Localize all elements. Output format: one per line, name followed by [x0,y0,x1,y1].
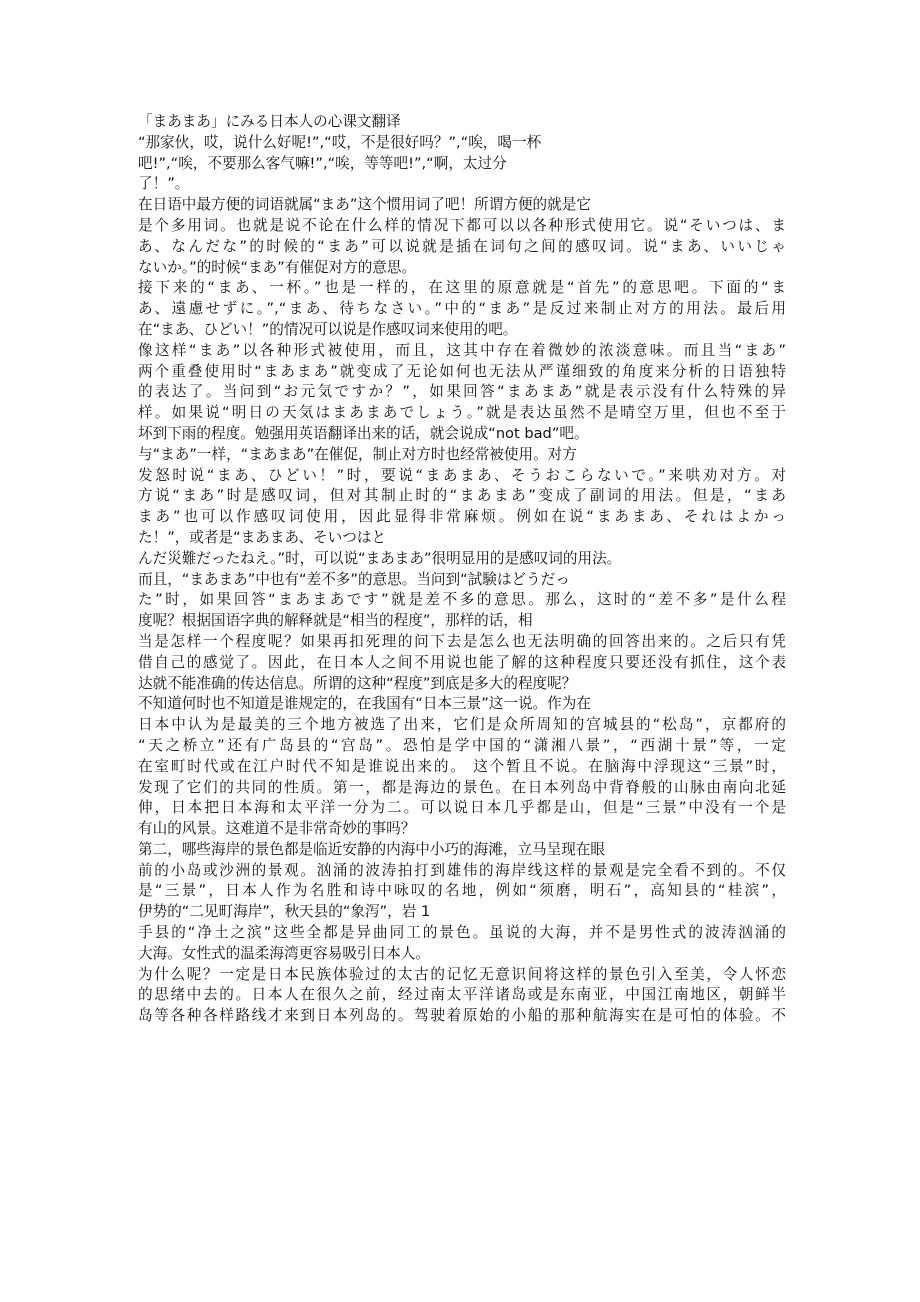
text-line: 像这样“まあ”以各种形式被使用，而且，这其中存在着微妙的浓淡意味。而且当“まあ” [138,341,786,359]
text-line: 是个多用词。也就是说不论在什么样的情况下都可以以各种形式使用它。说“そいつは、ま [138,216,786,234]
text-line: 样。如果说“明日の天気はまあまあでしょう。”就是表达虽然不是晴空万里，但也不至于 [138,404,786,422]
text-line: 不知道何时也不知道是谁规定的，在我国有“日本三景”这一说。作为在 [138,695,591,713]
text-line: 发现了它们的共同的性质。第一，都是海边的景色。在日本列岛中背脊般的山脉由南向北延 [138,778,786,796]
text-line: ないか。”的时候“まあ”有催促对方的意思。 [138,258,417,276]
text-line: “天之桥立”还有广岛县的“宫岛”。恐怕是学中国的“潇湘八景”，“西湖十景”等，一定 [138,736,786,754]
text-line: 达就不能准确的传达信息。所谓的这种“程度”到底是多大的程度呢？ [138,674,577,692]
text-line: 的思绪中去的。日本人在很久之前，经过南太平洋诸岛或是东南亚，中国江南地区，朝鲜半 [138,986,786,1004]
text-line: あ、なんだな”的时候的“まあ”可以说就是插在词句之间的感叹词。说“まあ、いいじゃ [138,237,786,255]
text-line: 与“まあ”一样，“まあまあ”在催促，制止对方时也经常被使用。对方 [138,445,577,463]
text-line: 方说“まあ”时是感叹词，但对其制止时的“まあまあ”变成了副词的用法。但是，“まあ [138,487,786,505]
text-line: た”时，如果回答“まあまあです”就是差不多的意思。那么，这时的“差不多”是什么程 [138,591,786,609]
text-line: 发怒时说“まあ、ひどい！”时，要说“まあまあ、そうおこらないで。”来哄劝对方。对 [138,466,786,484]
text-line: 伸，日本把日本海和太平洋一分为二。可以说日本几乎都是山，但是“三景”中没有一个是 [138,799,786,817]
text-line: 伊势的“二见町海岸”，秋天县的“象泻”，岩 1 [138,903,431,921]
text-line: 接下来的“まあ、一杯。”也是一样的，在这里的原意就是“首先”的意思吧。下面的“ま [138,279,786,297]
text-line: 的表达了。当问到“お元気ですか？”，如果回答“まあまあ”就是表示没有什么特殊的异 [138,383,786,401]
text-line: 而且，“まあまあ”中也有“差不多”的意思。当问到“試験はどうだっ [138,570,570,588]
text-line: 坏到下雨的程度。勉强用英语翻译出来的话，就会说成“not bad”吧。 [138,424,589,442]
text-line: 了！”。 [138,175,190,193]
text-line: 在日语中最方便的词语就属“まあ”这个惯用词了吧！所谓方便的就是它 [138,196,591,214]
document-body [138,112,786,1027]
text-line: んだ災難だったねえ。”时，可以说“まあまあ”很明显用的是感叹词的用法。 [138,549,622,567]
text-line: 日本中认为是最美的三个地方被选了出来，它们是众所周知的宫城县的“松岛”，京都府的 [138,716,786,734]
text-line: “那家伙，哎，说什么好呢!”,“哎，不是很好吗？”,“唉，喝一杯 [138,133,542,151]
text-line: 是“三景”，日本人作为名胜和诗中咏叹的名地，例如“须磨，明石”，高知县的“桂滨”， [138,882,786,900]
text-line: 两个重叠使用时“まあまあ”就变成了无论如何也无法从严谨细致的角度来分析的日语独特 [138,362,786,380]
text-line: 度呢？根据国语字典的解释就是“相当的程度”，那样的话，相 [138,612,533,630]
text-line: 在室町时代或在江户时代不知是谁说出来的。 这个暂且不说。在脑海中浮现这“三景”时， [138,757,786,775]
document-title: 「まあまあ」にみる日本人の心课文翻译 [138,113,401,130]
text-line: まあ”也可以作感叹词使用，因此显得非常麻烦。例如在说“まあまあ、それはよかっ [138,508,786,526]
text-line: 第二，哪些海岸的景色都是临近安静的内海中小巧的海滩，立马呈现在眼 [138,840,606,858]
text-line: 在“まあ、ひどい！”的情况可以说是作感叹词来使用的吧。 [138,320,518,338]
text-line: 为什么呢？一定是日本民族体验过的太古的记忆无意识间将这样的景色引入至美，令人怀恋 [138,965,786,983]
text-line: 手县的“净土之滨”这些全都是异曲同工的景色。虽说的大海，并不是男性式的波涛汹涌的 [138,924,786,942]
text-line: た！”，或者是“まあまあ、そいつはと [138,528,387,546]
text-line: 前的小岛或沙洲的景观。汹涌的波涛拍打到雄伟的海岸线这样的景观是完全看不到的。不仅 [138,861,786,879]
text-line: あ、遠慮せずに。”,“まあ、待ちなさい。”中的“まあ”是反过来制止对方的用法。最后用 [138,300,786,318]
text-line: 当是怎样一个程度呢？如果再扣死理的问下去是怎么也无法明确的回答出来的。之后只有凭 [138,632,786,650]
text-line: 有山的风景。这难道不是非常奇妙的事吗？ [138,820,416,838]
text-line: 借自己的感觉了。因此，在日本人之间不用说也能了解的这种程度只要还没有抓住，这个表 [138,653,786,671]
text-line: 大海。女性式的温柔海湾更容易吸引日本人。 [138,944,430,962]
text-line: 吧!”,“唉，不要那么客气嘛!”,“唉，等等吧!”,“啊，太过分 [138,154,507,172]
text-line: 岛等各种各样路线才来到日本列岛的。驾驶着原始的小船的那种航海实在是可怕的体验。不 [138,1007,786,1025]
